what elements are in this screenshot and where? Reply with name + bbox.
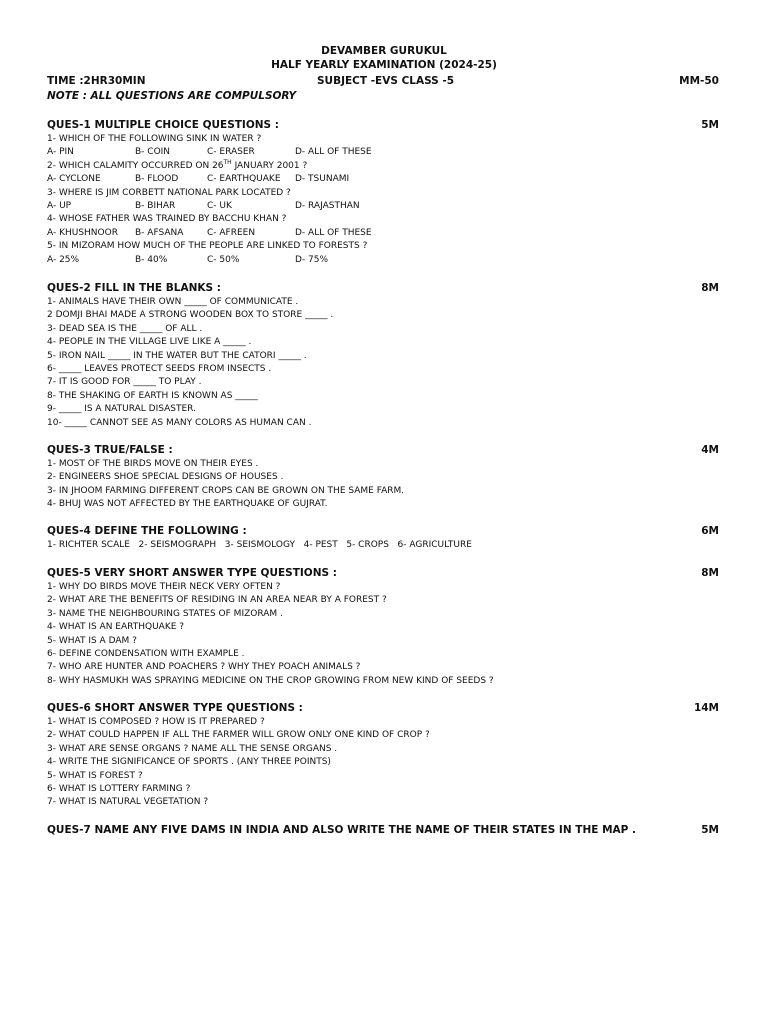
true-false-item: 2- ENGINEERS SHOE SPECIAL DESIGNS OF HOUSES . (47, 472, 284, 483)
exam-time: TIME :2HR30MIN (47, 75, 146, 87)
section-marks: 6M (701, 525, 719, 537)
short-answer-item: 2- WHAT COULD HAPPEN IF ALL THE FARMER WILL GROW ONLY ONE KIND OF CROP ? (47, 730, 430, 741)
meta-row (47, 74, 719, 88)
fill-blank-item: 5- IRON NAIL _____ IN THE WATER BUT THE CATORI _____ . (47, 350, 307, 361)
fill-blank-item: 4- PEOPLE IN THE VILLAGE LIVE LIKE A _____ . (47, 337, 252, 348)
exam-note: NOTE : ALL QUESTIONS ARE COMPULSORY (47, 90, 297, 102)
school-name: DEVAMBER GURUKUL (321, 45, 447, 57)
section-heading (47, 118, 719, 132)
question-section-4 (47, 524, 719, 552)
exam-title: HALF YEARLY EXAMINATION (2024-25) (271, 59, 497, 71)
short-question-item: 3- NAME THE NEIGHBOURING STATES OF MIZORAM . (47, 608, 283, 619)
section-marks: 4M (701, 444, 719, 456)
option-c: C- ERASER (207, 147, 255, 158)
mcq-question: 1- WHICH OF THE FOLLOWING SINK IN WATER ? (47, 134, 262, 144)
mcq-options (47, 200, 719, 213)
short-question-item: 5- WHAT IS A DAM ? (47, 635, 137, 646)
option-c: C- EARTHQUAKE (207, 174, 281, 185)
short-answer-item: 7- WHAT IS NATURAL VEGETATION ? (47, 797, 209, 808)
max-marks: MM-50 (679, 75, 719, 87)
fill-blank-item: 6- _____ LEAVES PROTECT SEEDS FROM INSECTS . (47, 363, 272, 374)
option-a: A- KHUSHNOOR (47, 227, 118, 238)
section-title: QUES-2 FILL IN THE BLANKS : (47, 282, 221, 294)
question-section-7 (47, 823, 719, 838)
short-question-item: 4- WHAT IS AN EARTHQUAKE ? (47, 622, 185, 633)
option-b: B- BIHAR (135, 200, 176, 211)
question-text: JANUARY 2001 ? (231, 160, 308, 171)
define-terms-list: 1- RICHTER SCALE 2- SEISMOGRAPH 3- SEISMOLOGY 4- PEST 5- CROPS 6- AGRICULTURE (47, 540, 472, 550)
short-answer-item: 4- WRITE THE SIGNIFICANCE OF SPORTS . (ANY THREE POINTS) (47, 757, 331, 768)
question-section-5 (47, 566, 719, 688)
mcq-question: 3- WHERE IS JIM CORBETT NATIONAL PARK LOCATED ? (47, 187, 291, 198)
option-d: D- ALL OF THESE (295, 227, 372, 238)
option-d: D- TSUNAMI (295, 174, 350, 185)
option-d: D- 75% (295, 254, 329, 265)
section-title: QUES-7 NAME ANY FIVE DAMS IN INDIA AND ALSO WRITE THE NAME OF THEIR STATES IN THE MAP . (47, 824, 636, 836)
short-answer-item: 1- WHAT IS COMPOSED ? HOW IS IT PREPARED ? (47, 717, 265, 727)
true-false-item: 1- MOST OF THE BIRDS MOVE ON THEIR EYES . (47, 459, 259, 469)
mcq-options (47, 254, 719, 267)
option-b: B- 40% (135, 254, 168, 265)
mcq-options (47, 146, 719, 159)
fill-blank-item: 8- THE SHAKING OF EARTH IS KNOWN AS _____ (47, 390, 258, 401)
section-title: QUES-3 TRUE/FALSE : (47, 444, 173, 456)
section-heading (47, 281, 719, 295)
short-question-item: 8- WHY HASMUKH WAS SPRAYING MEDICINE ON THE CROP GROWING FROM NEW KIND OF SEEDS ? (47, 675, 494, 686)
section-heading (47, 701, 719, 715)
section-title: QUES-5 VERY SHORT ANSWER TYPE QUESTIONS : (47, 567, 337, 579)
fill-blank-item: 10- _____ CANNOT SEE AS MANY COLORS AS HUMAN CAN . (47, 417, 312, 428)
section-title: QUES-4 DEFINE THE FOLLOWING : (47, 525, 247, 537)
question-section-2 (47, 281, 719, 430)
mcq-options (47, 173, 719, 186)
mcq-question: 5- IN MIZORAM HOW MUCH OF THE PEOPLE ARE LINKED TO FORESTS ? (47, 241, 368, 252)
question-text: 2- WHICH CALAMITY OCCURRED ON 26 (47, 160, 224, 171)
section-marks: 8M (701, 282, 719, 294)
section-marks: 8M (701, 567, 719, 579)
mcq-options (47, 227, 719, 240)
section-marks: 5M (701, 824, 719, 836)
section-heading (47, 823, 719, 837)
option-d: D- ALL OF THESE (295, 147, 372, 158)
question-section-1 (47, 118, 719, 267)
option-c: C- AFREEN (207, 227, 256, 238)
ordinal-suffix: TH (223, 158, 232, 166)
question-section-6 (47, 701, 719, 810)
true-false-item: 3- IN JHOOM FARMING DIFFERENT CROPS CAN BE GROWN ON THE SAME FARM. (47, 485, 405, 496)
short-answer-item: 5- WHAT IS FOREST ? (47, 770, 143, 781)
section-heading (47, 566, 719, 580)
fill-blank-item: 1- ANIMALS HAVE THEIR OWN _____ OF COMMUNICATE . (47, 297, 299, 307)
short-answer-item: 3- WHAT ARE SENSE ORGANS ? NAME ALL THE SENSE ORGANS . (47, 743, 338, 754)
short-question-item: 7- WHO ARE HUNTER AND POACHERS ? WHY THEY POACH ANIMALS ? (47, 662, 361, 673)
option-b: B- COIN (135, 147, 171, 158)
fill-blank-item: 9- _____ IS A NATURAL DISASTER. (47, 404, 196, 415)
option-d: D- RAJASTHAN (295, 200, 360, 211)
section-title: QUES-6 SHORT ANSWER TYPE QUESTIONS : (47, 702, 303, 714)
option-c: C- 50% (207, 254, 240, 265)
option-c: C- UK (207, 200, 232, 211)
true-false-item: 4- BHUJ WAS NOT AFFECTED BY THE EARTHQUAKE OF GUJRAT. (47, 499, 328, 510)
option-a: A- UP (47, 200, 72, 211)
short-question-item: 6- DEFINE CONDENSATION WITH EXAMPLE . (47, 648, 245, 659)
option-b: B- AFSANA (135, 227, 184, 238)
fill-blank-item: 3- DEAD SEA IS THE _____ OF ALL . (47, 323, 203, 334)
section-heading (47, 443, 719, 457)
section-marks: 14M (693, 702, 719, 714)
option-a: A- 25% (47, 254, 80, 265)
option-b: B- FLOOD (135, 174, 179, 185)
question-section-3 (47, 443, 719, 512)
section-heading (47, 524, 719, 538)
fill-blank-item: 2 DOMJI BHAI MADE A STRONG WOODEN BOX TO STORE _____ . (47, 310, 334, 321)
fill-blank-item: 7- IT IS GOOD FOR _____ TO PLAY . (47, 377, 202, 388)
mcq-question (47, 160, 719, 173)
section-marks: 5M (701, 119, 719, 131)
short-answer-item: 6- WHAT IS LOTTERY FARMING ? (47, 783, 191, 794)
option-a: A- PIN (47, 147, 74, 158)
option-a: A- CYCLONE (47, 174, 101, 185)
section-title: QUES-1 MULTIPLE CHOICE QUESTIONS : (47, 119, 279, 131)
short-question-item: 2- WHAT ARE THE BENEFITS OF RESIDING IN AN AREA NEAR BY A FOREST ? (47, 595, 387, 606)
paper-header (0, 44, 768, 72)
short-question-item: 1- WHY DO BIRDS MOVE THEIR NECK VERY OFTEN ? (47, 582, 281, 592)
mcq-question: 4- WHOSE FATHER WAS TRAINED BY BACCHU KHAN ? (47, 214, 287, 225)
exam-subject: SUBJECT -EVS CLASS -5 (317, 75, 455, 87)
